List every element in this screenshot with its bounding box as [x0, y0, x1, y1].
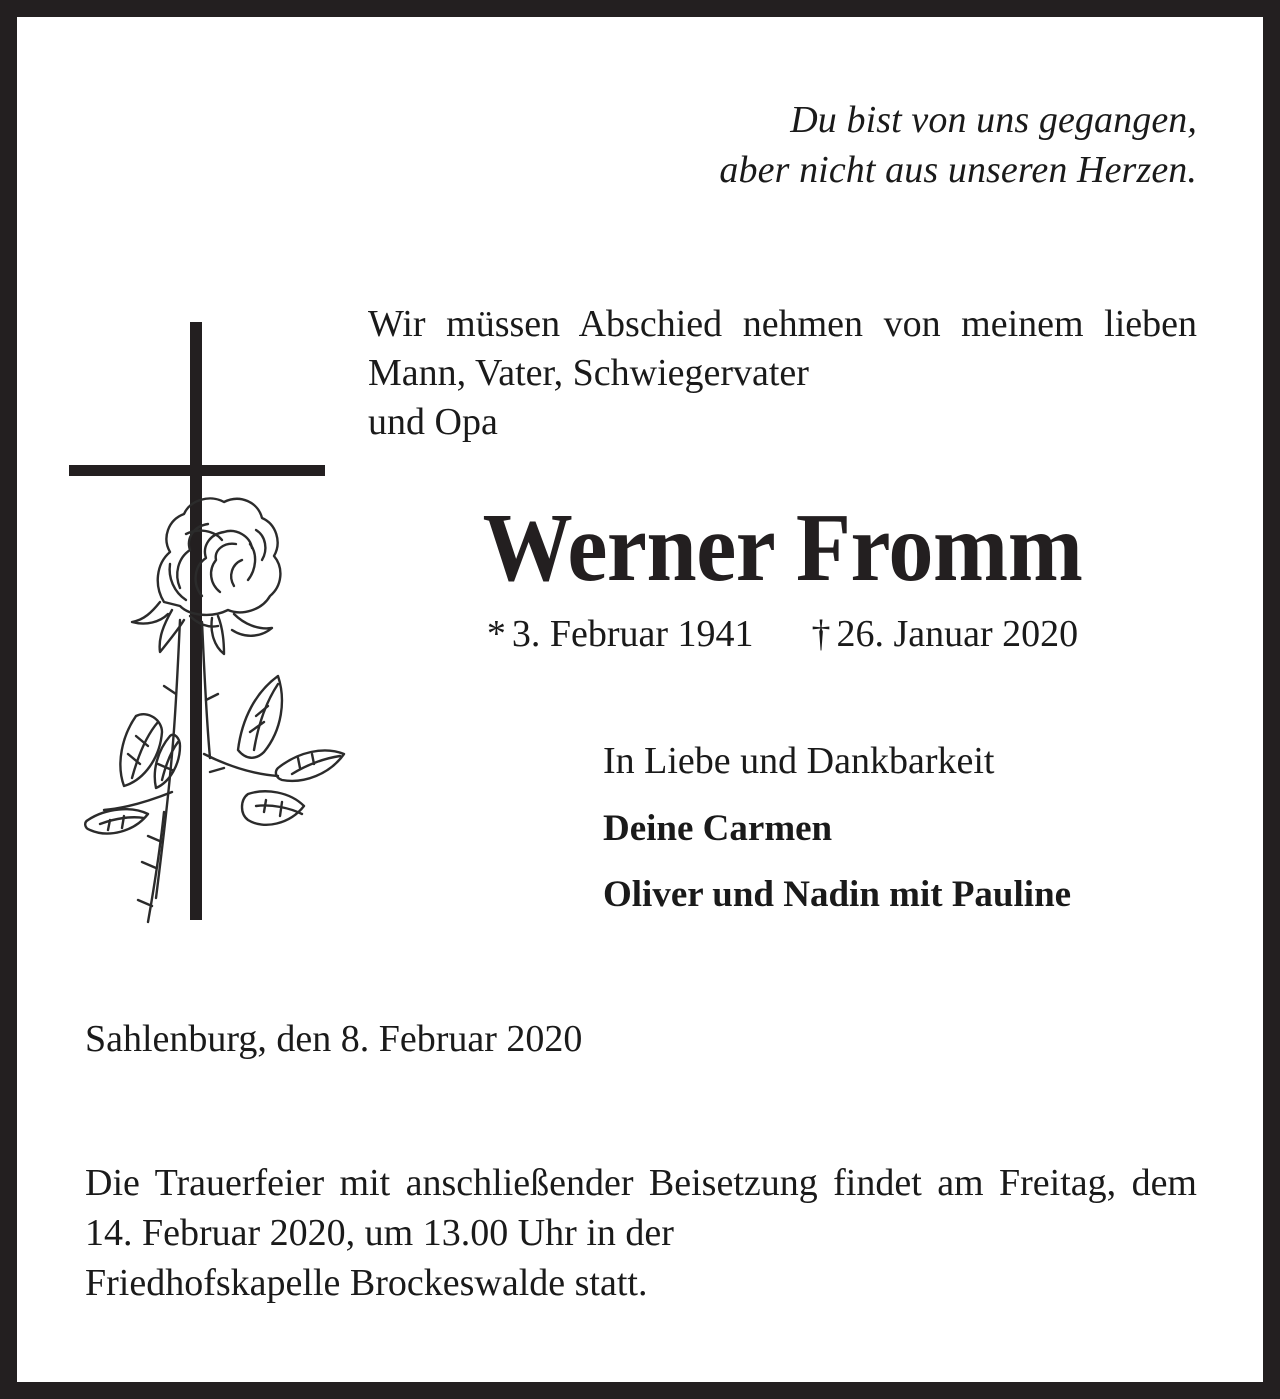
birth-symbol: *	[486, 613, 506, 655]
ceremony-last-line: Friedhofskapelle Brockeswalde statt.	[85, 1261, 648, 1304]
death-date-group	[812, 612, 1079, 658]
epigraph-line-1: Du bist von uns gegangen,	[790, 99, 1197, 141]
lead-text: Wir müssen Abschied nehmen von meinem lieben Mann, Vater, Schwiegervater	[368, 303, 1197, 395]
death-date: 26. Januar 2020	[836, 613, 1079, 655]
epigraph	[537, 95, 1197, 195]
signature-intro: In Liebe und Dankbarkeit	[603, 740, 995, 782]
rose-icon	[85, 498, 344, 922]
lead-last-line: und Opa	[368, 401, 498, 444]
signature-block	[603, 739, 1203, 917]
deceased-name: Werner Fromm	[482, 494, 1083, 601]
life-dates	[368, 612, 1197, 658]
ceremony-details	[85, 1159, 1197, 1308]
ceremony-text: Die Trauerfeier mit anschließender Beisetzung findet am Freitag, dem 14. Februar 2020, um 13.00 Uhr in der	[85, 1162, 1197, 1254]
lead-paragraph	[368, 300, 1197, 447]
cross-with-rose-emblem	[52, 302, 352, 942]
signature-name-2: Oliver und Nadin mit Pauline	[603, 873, 1072, 915]
signature-name-1: Deine Carmen	[603, 807, 833, 849]
birth-date-group	[487, 612, 754, 658]
birth-date: 3. Februar 1941	[511, 613, 754, 655]
place-and-date: Sahlenburg, den 8. Februar 2020	[85, 1018, 583, 1060]
notice-content-area	[17, 17, 1263, 1382]
epigraph-line-2: aber nicht aus unseren Herzen.	[719, 149, 1197, 192]
death-symbol: †	[811, 613, 831, 655]
